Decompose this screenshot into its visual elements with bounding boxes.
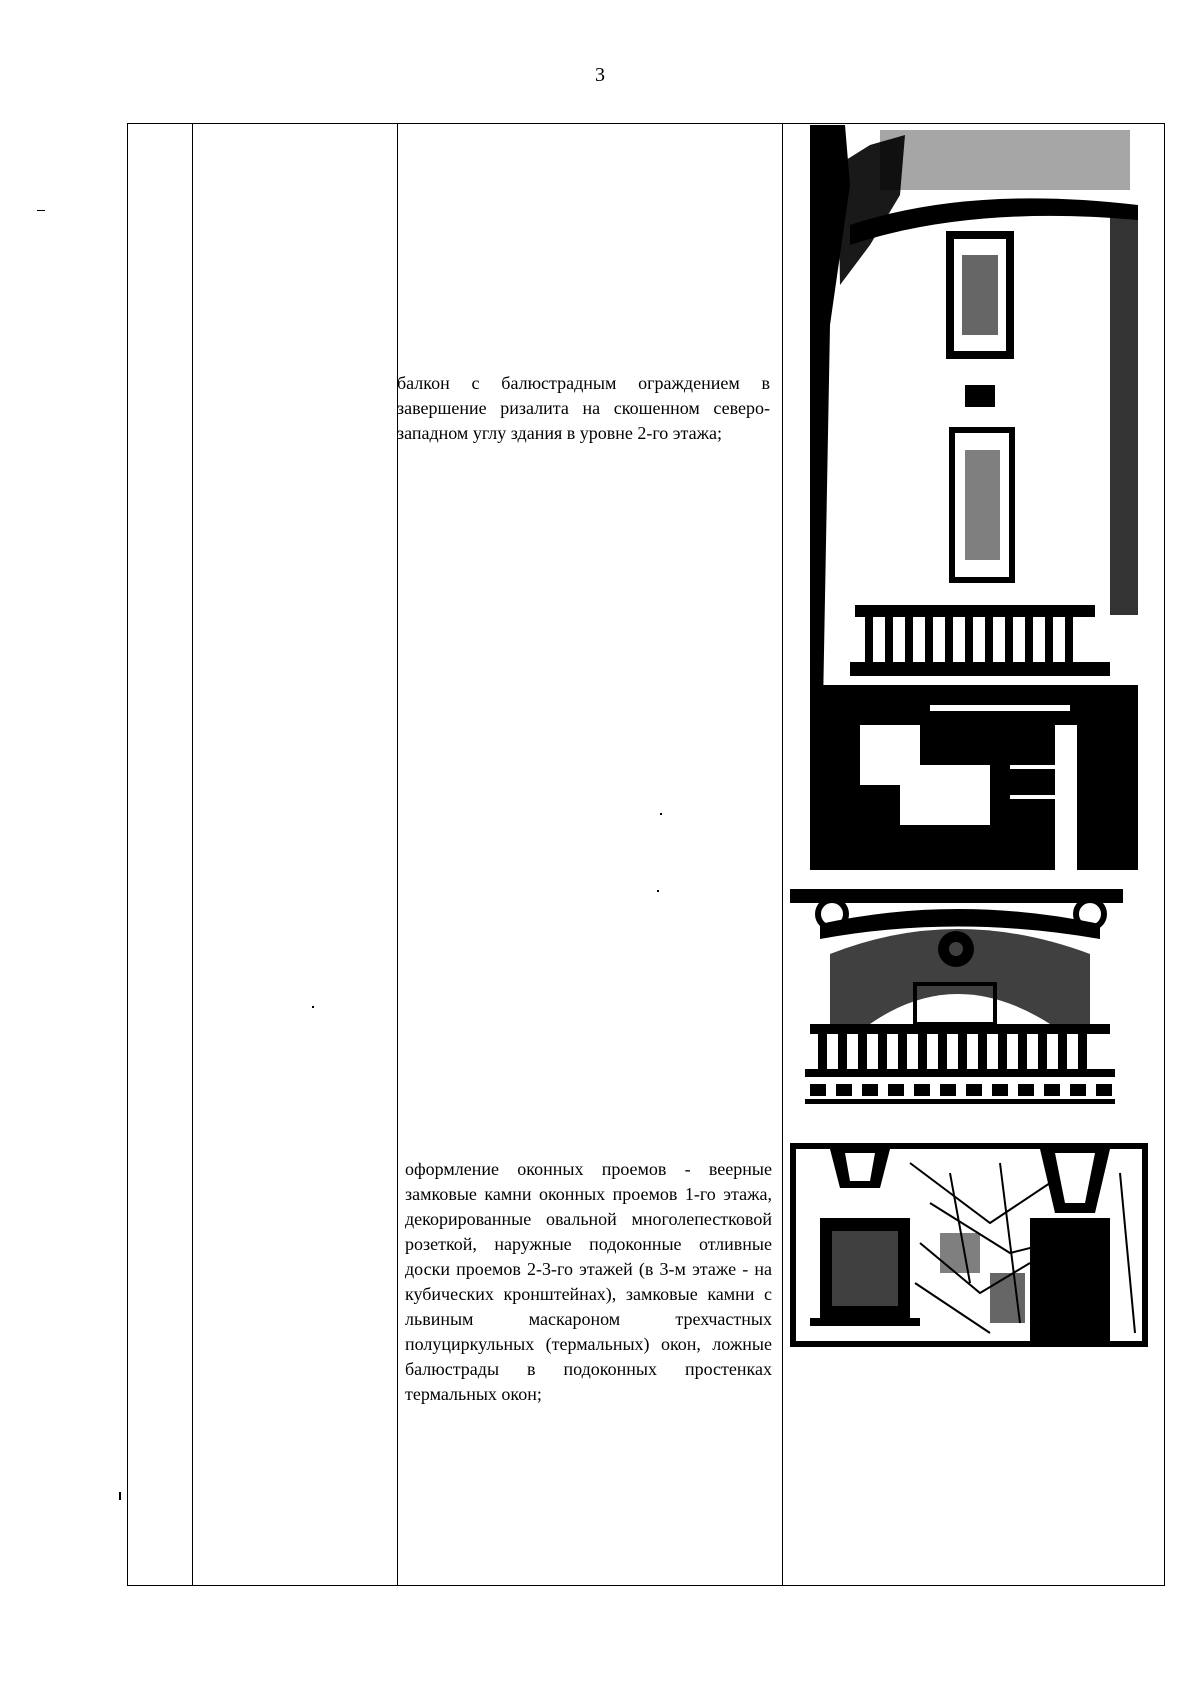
column-divider-1 [192, 123, 193, 1586]
balcony-balustrade-photo [790, 884, 1123, 1112]
scan-artifact [660, 813, 662, 815]
row-2-description: оформление оконных проемов - веерные замковые камни оконных проемов 1-го этажа, декорированные овальной многолепестковой розеткой, наружные подоконные отливные доски проемов 2-3-го этажей (в 3-м этаже - на кубических кронштейнах), замковые камни с львиным маскароном трехчастных полуциркульных (термальных) окон, ложные балюстрады в подоконных простенках термальных окон; [405, 1159, 772, 1404]
scan-artifact [657, 890, 659, 892]
scan-artifact [37, 210, 45, 211]
column-divider-2 [397, 123, 398, 1586]
scan-artifact [119, 1492, 121, 1500]
row-1-description: балкон с балюстрадным ограждением в завершение ризалита на скошенном северо-западном углу здания в уровне 2-го этажа; [397, 373, 770, 443]
column-divider-3 [782, 123, 783, 1586]
page-number: 3 [595, 64, 605, 86]
window-openings-photo [790, 1143, 1148, 1347]
scan-artifact [312, 1006, 314, 1008]
building-corner-balcony-photo [810, 125, 1138, 870]
